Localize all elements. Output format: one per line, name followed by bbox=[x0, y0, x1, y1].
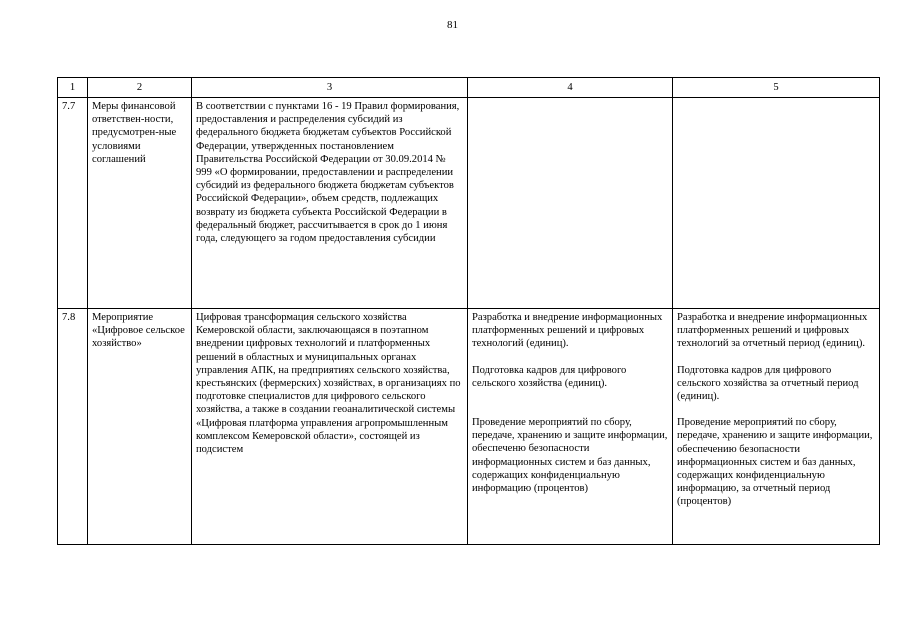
result-text: Разработка и внедрение информационных платформенных решений и цифровых технологий за отчетный период (единиц). bbox=[677, 312, 868, 350]
page-number: 81 bbox=[447, 19, 458, 31]
result-cell bbox=[673, 309, 880, 545]
result-text: Подготовка кадров для цифрового сельского хозяйства за отчетный период (единиц). bbox=[677, 364, 859, 403]
column-header-3: 3 bbox=[192, 78, 468, 98]
table-row bbox=[58, 98, 880, 309]
measure-name: Мероприятие «Цифровое сельское хозяйство» bbox=[88, 309, 192, 545]
indicator-text: Разработка и внедрение информационных платформенных решений и цифровых технологий (единиц). bbox=[472, 312, 663, 350]
indicator-text: Подготовка кадров для цифрового сельского хозяйства (единиц). bbox=[472, 364, 627, 389]
indicator-cell bbox=[468, 98, 673, 309]
column-header-5: 5 bbox=[673, 78, 880, 98]
row-number: 7.7 bbox=[58, 98, 88, 309]
column-header-2: 2 bbox=[88, 78, 192, 98]
table-header-row bbox=[58, 78, 880, 98]
indicator-cell bbox=[468, 309, 673, 545]
measure-name: Меры финансовой ответствен-ности, предусмотрен-ные условиями соглашений bbox=[88, 98, 192, 309]
measure-description: В соответствии с пунктами 16 - 19 Правил формирования, предоставления и распределения субсидий из федерального бюджета бюджетам субъектов Российской Федерации, утвержденных постановлением Правительства Российской Федерации от 30.09.2014 № 999 «О формировании, предоставлении и распределении субсидий из федерального бюджета бюджетам субъектов Российской Федерации», объем средств, подлежащих возврату из бюджета субъекта Российской Федерации в федеральный бюджет, рассчитывается в срок до 1 июня года, следующего за годом предоставления субсидии bbox=[192, 98, 468, 309]
row-number: 7.8 bbox=[58, 309, 88, 545]
column-header-4: 4 bbox=[468, 78, 673, 98]
column-header-1: 1 bbox=[58, 78, 88, 98]
measure-description: Цифровая трансформация сельского хозяйства Кемеровской области, заключающаяся в поэтапном внедрении цифровых технологий и платформенных решений в областных и муниципальных органах управления АПК, на предприятиях сельского хозяйства, крестьянских (фермерских) хозяйствах, в организациях по подготовке специалистов для цифрового сельского хозяйства, а также в создании геоаналитической системы «Цифровая платформа управления агропромышленным комплексом Кемеровской области», состоящей из подсистем bbox=[192, 309, 468, 545]
indicator-text: Проведение мероприятий по сбору, передаче, хранению и защите информации, обеспеченю безопасности информационных систем и баз данных, содержащих конфиденциальную информацию (процентов) bbox=[472, 417, 668, 495]
result-text: Проведение мероприятий по сбору, передаче, хранению и защите информации, обеспечению безопасности информационных систем и баз данных, содержащих конфиденциальную информацию, за отчетный период (процентов) bbox=[677, 417, 873, 508]
result-cell bbox=[673, 98, 880, 309]
measures-table bbox=[57, 77, 880, 545]
table-row bbox=[58, 309, 880, 545]
